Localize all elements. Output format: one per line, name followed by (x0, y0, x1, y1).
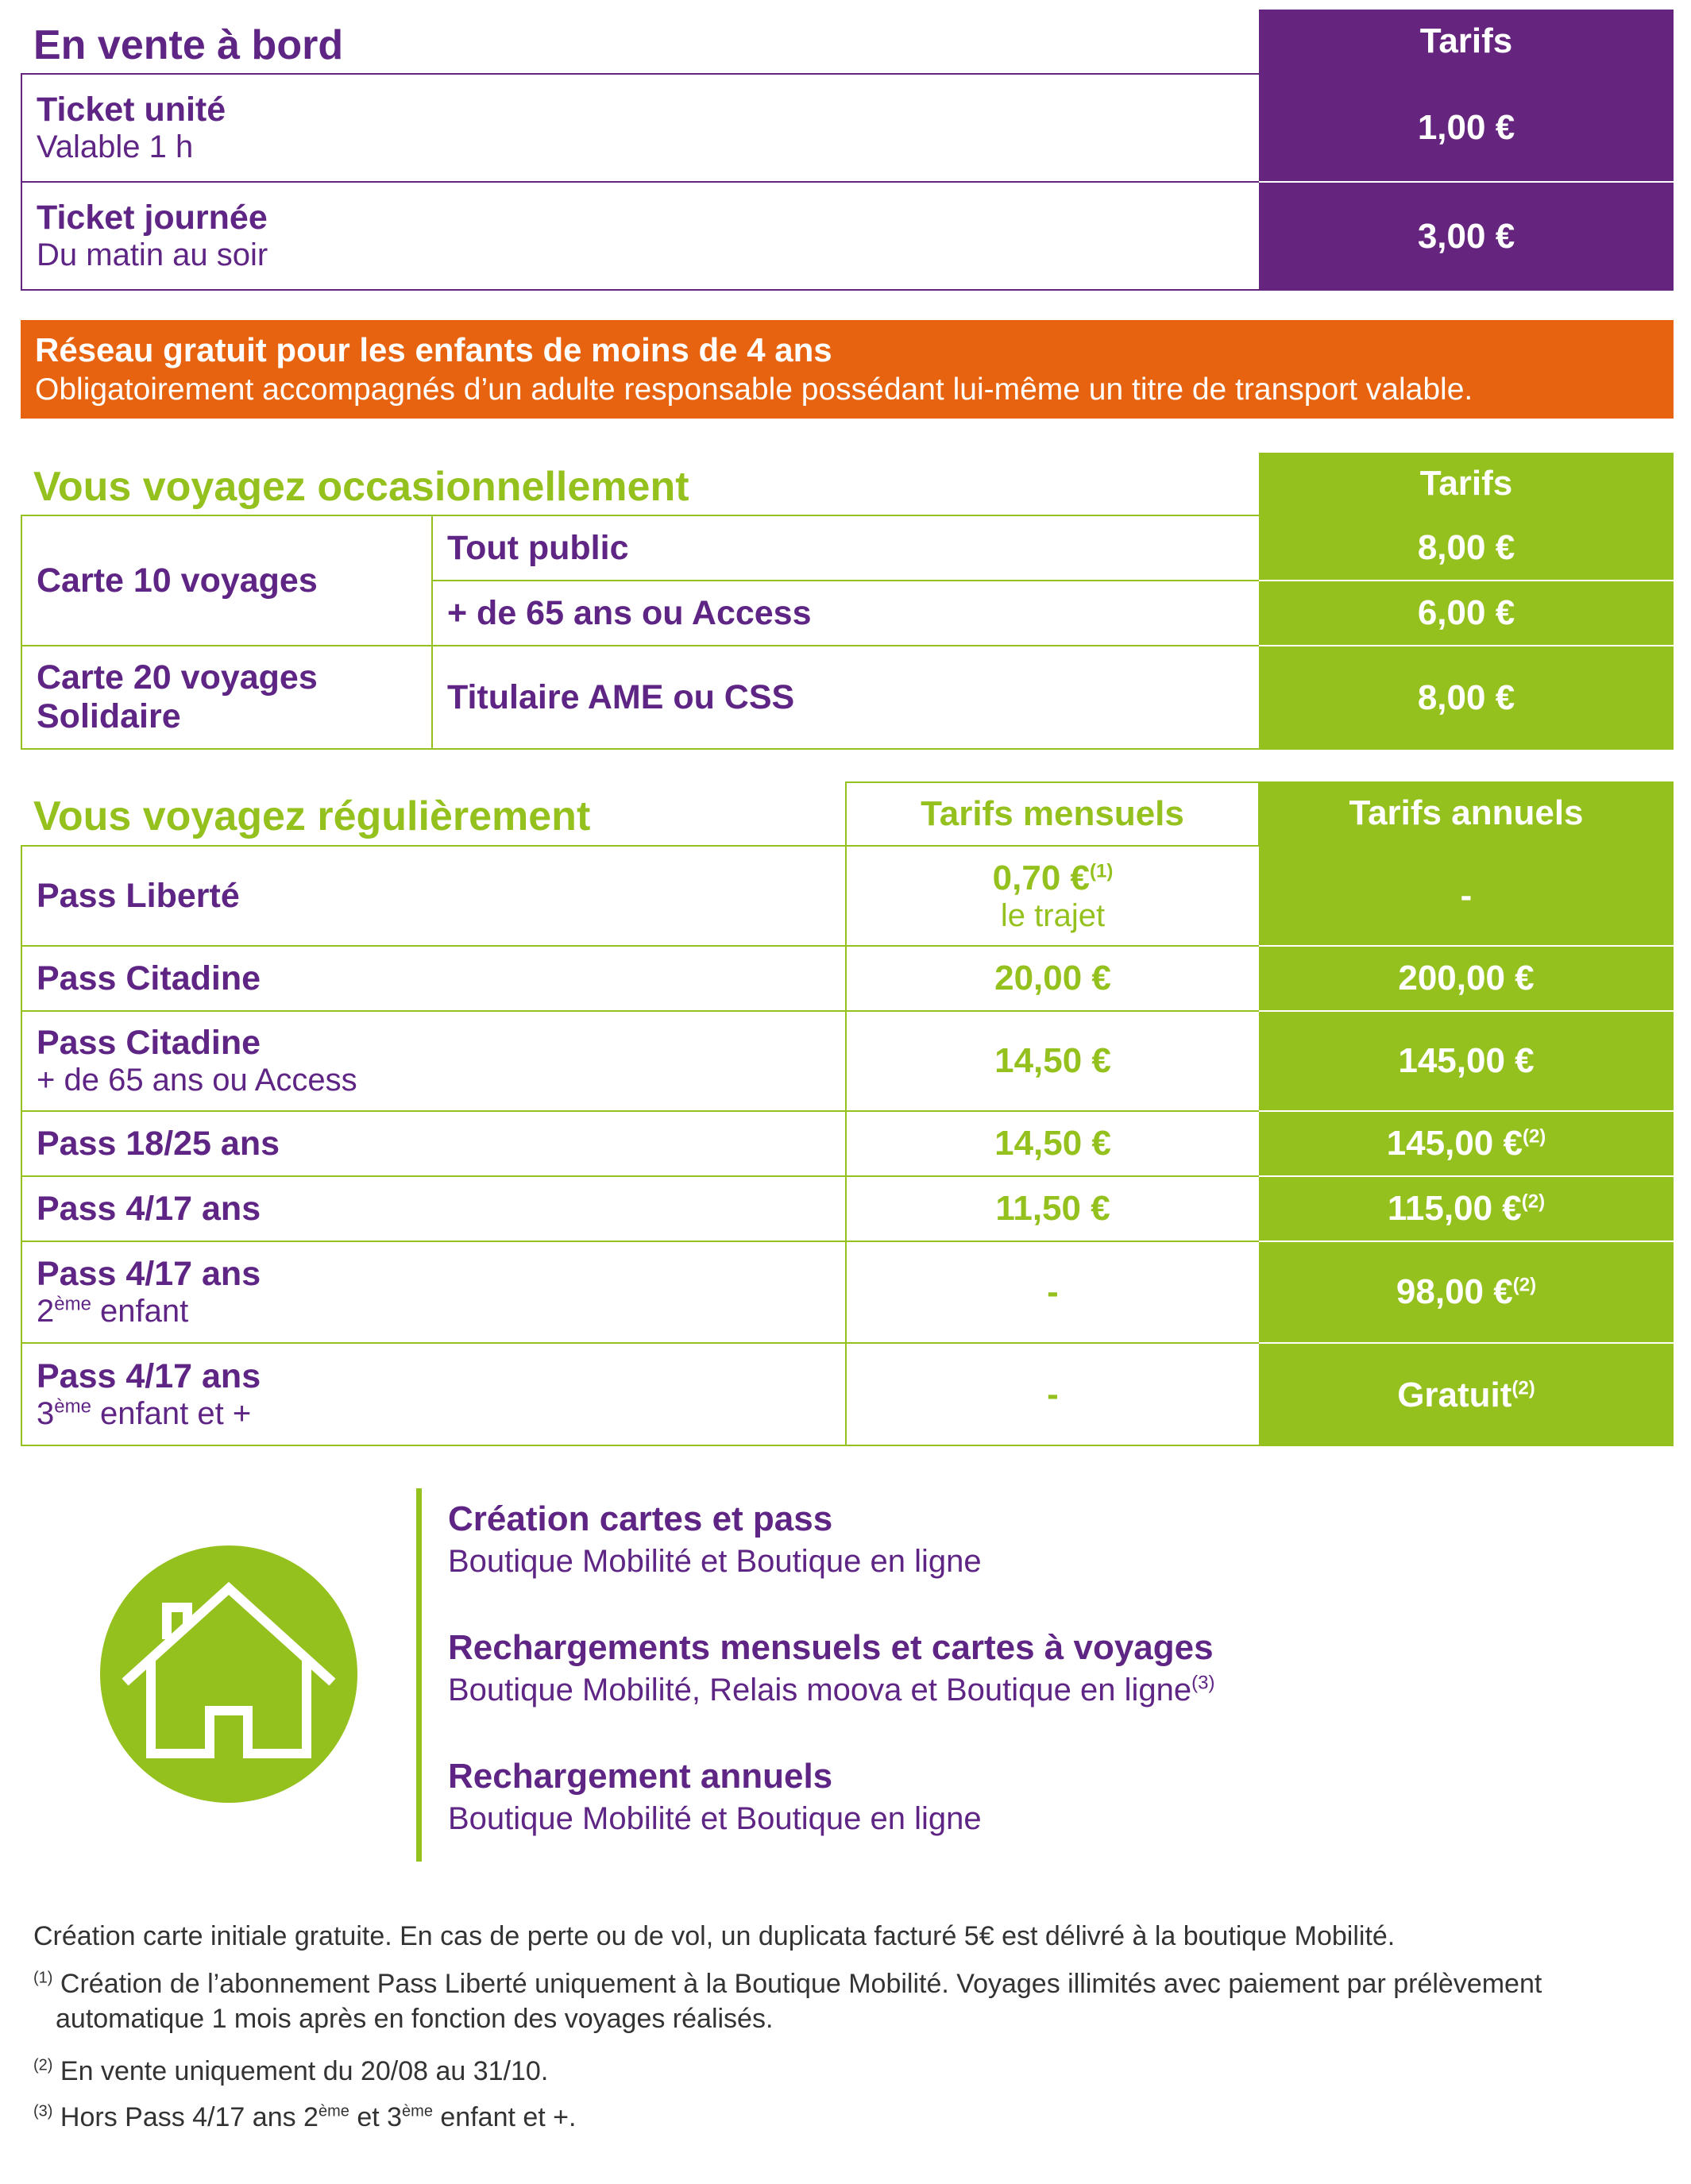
pass-4-17-third-child-annual (1259, 1344, 1674, 1446)
monthly-price: 20,00 € (994, 959, 1111, 997)
monthly-price: 11,50 € (995, 1189, 1110, 1228)
pass-citadine-senior-monthly (847, 1012, 1259, 1110)
section-title-on-board: En vente à bord (33, 22, 344, 68)
info-title: Création cartes et pass (448, 1499, 833, 1538)
annual-price: Gratuit$^{(2)}$ (1397, 1375, 1535, 1414)
pass-4-17-third-child-label (22, 1344, 845, 1445)
footnote-mark: (3) (33, 2102, 53, 2120)
pass-liberte-annual (1259, 847, 1674, 945)
pass-4-17-second-child-annual (1259, 1242, 1674, 1342)
tout-public-price: 8,00 € (1259, 516, 1674, 580)
pass-4-17-second-child-label (22, 1242, 845, 1342)
pass-18-25-annual (1259, 1112, 1674, 1175)
pass-citadine-monthly (847, 947, 1259, 1010)
footnote-general: Création carte initiale gratuite. En cas de perte ou de vol, un duplicata facturé 5€ est délivré à la boutique Mobilité. (33, 1921, 1396, 1951)
ticket-sub: Du matin au soir (37, 237, 268, 272)
ticket-journee-price: 3,00 € (1259, 183, 1674, 291)
annual-price: 115,00 €$^{(2)}$ (1387, 1189, 1546, 1228)
annual-price: - (1460, 876, 1473, 915)
pass-citadine-annual (1259, 947, 1674, 1010)
section-title-occasional: Vous voyagez occasionnellement (33, 464, 689, 510)
footnote-mark: (1) (33, 1969, 53, 1987)
tariff-column-header: Tarifs (1259, 10, 1674, 73)
pass-name: Pass Citadine (37, 1024, 261, 1062)
footnote-text: En vente uniquement du 20/08 au 31/10. (60, 2056, 549, 2086)
carte-20-line1: Carte 20 voyages (37, 658, 318, 696)
pass-liberte-monthly (847, 847, 1259, 945)
pass-liberte-label (22, 847, 845, 945)
pass-sub: 3ème enfant et + (37, 1395, 252, 1431)
pass-sub: + de 65 ans ou Access (37, 1063, 357, 1098)
monthly-price: - (1047, 1272, 1059, 1311)
info-title: Rechargements mensuels et cartes à voyages (448, 1628, 1214, 1667)
info-item (448, 1628, 1639, 1708)
footnote-text: Création de l’abonnement Pass Liberté uniquement à la Boutique Mobilité. Voyages illimités avec paiement par prélèvement (60, 1969, 1542, 1999)
pass-citadine-senior-label (22, 1012, 845, 1110)
pass-4-17-label (22, 1177, 845, 1241)
tariff-column-header: Tarifs (1259, 453, 1674, 515)
carte-10-text: Carte 10 voyages (37, 561, 318, 600)
pass-name: Pass Liberté (37, 876, 240, 915)
annual-price: 145,00 €$^{(2)}$ (1386, 1124, 1546, 1163)
ticket-sub: Valable 1 h (37, 129, 194, 164)
carte-20-line2: Solidaire (37, 697, 181, 735)
pass-sub: 2ème enfant (37, 1293, 189, 1329)
footnote-1-cont: automatique 1 mois après en fonction des voyages réalisés. (56, 2004, 774, 2034)
annual-price: 200,00 € (1398, 959, 1535, 997)
ame-css-label (433, 646, 1259, 748)
footnote-3 (33, 2100, 1670, 2135)
ticket-unite-price: 1,00 € (1259, 75, 1674, 181)
pass-4-17-annual (1259, 1177, 1674, 1241)
annual-price: 145,00 € (1398, 1041, 1535, 1080)
pass-name: Pass 4/17 ans (37, 1189, 261, 1228)
senior-access-text: + de 65 ans ou Access (447, 593, 812, 632)
free-children-banner (21, 320, 1674, 419)
pass-name: Pass Citadine (37, 959, 261, 997)
pass-18-25-monthly (847, 1112, 1259, 1175)
footnote-2 (33, 2054, 1670, 2089)
carte-20-label (22, 646, 431, 748)
annual-price: 98,00 €$^{(2)}$ (1396, 1272, 1537, 1311)
pass-citadine-senior-annual (1259, 1012, 1674, 1110)
monthly-price: 14,50 € (994, 1041, 1111, 1080)
monthly-price: - (1047, 1374, 1059, 1414)
pass-name: Pass 4/17 ans (37, 1255, 261, 1293)
pass-name: Pass 4/17 ans (37, 1356, 261, 1395)
info-title: Rechargement annuels (448, 1757, 833, 1796)
carte-10-label (22, 516, 431, 645)
pass-4-17-third-child-monthly (847, 1344, 1259, 1445)
ame-css-text: Titulaire AME ou CSS (447, 677, 795, 716)
senior-access-label (433, 581, 1259, 645)
ticket-label: Ticket unité (37, 91, 226, 129)
annual-column-header: Tarifs annuels (1259, 781, 1674, 845)
ticket-journee-row (22, 183, 1258, 289)
monthly-price: 14,50 € (994, 1124, 1111, 1163)
info-item (448, 1757, 1639, 1837)
monthly-price: 0,70 €$^{(1)}$ (992, 858, 1114, 897)
banner-title: Réseau gratuit pour les enfants de moins de 4 ans (35, 331, 832, 369)
house-icon (100, 1545, 357, 1803)
pass-name: Pass 18/25 ans (37, 1124, 280, 1163)
footnote-mark: (2) (33, 2056, 53, 2074)
pass-4-17-second-child-monthly (847, 1242, 1259, 1342)
tout-public-label (433, 516, 1259, 580)
banner-text: Obligatoirement accompagnés d’un adulte responsable possédant lui-même un titre de transport valable. (35, 372, 1473, 407)
tout-public-text: Tout public (447, 528, 629, 567)
footnote-1 (33, 1966, 1670, 2001)
footnote-text: Hors Pass 4/17 ans 2ème et 3ème enfant et +. (60, 2102, 577, 2132)
info-text: Boutique Mobilité et Boutique en ligne (448, 1801, 982, 1836)
monthly-column-header: Tarifs mensuels (845, 781, 1260, 845)
ticket-unite-row (22, 75, 1258, 181)
ticket-label: Ticket journée (37, 199, 268, 237)
info-divider (416, 1488, 422, 1862)
monthly-unit: le trajet (1000, 897, 1106, 933)
pass-citadine-label (22, 947, 845, 1010)
senior-access-price: 6,00 € (1259, 581, 1674, 645)
info-text: Boutique Mobilité et Boutique en ligne (448, 1544, 982, 1579)
pass-4-17-monthly (847, 1177, 1259, 1241)
section-title-regular: Vous voyagez régulièrement (33, 793, 591, 839)
info-item (448, 1499, 1639, 1580)
info-text: Boutique Mobilité, Relais moova et Boutique en ligne$^{(3)}$ (448, 1672, 1215, 1707)
ame-css-price: 8,00 € (1259, 646, 1674, 750)
pass-18-25-label (22, 1112, 845, 1175)
